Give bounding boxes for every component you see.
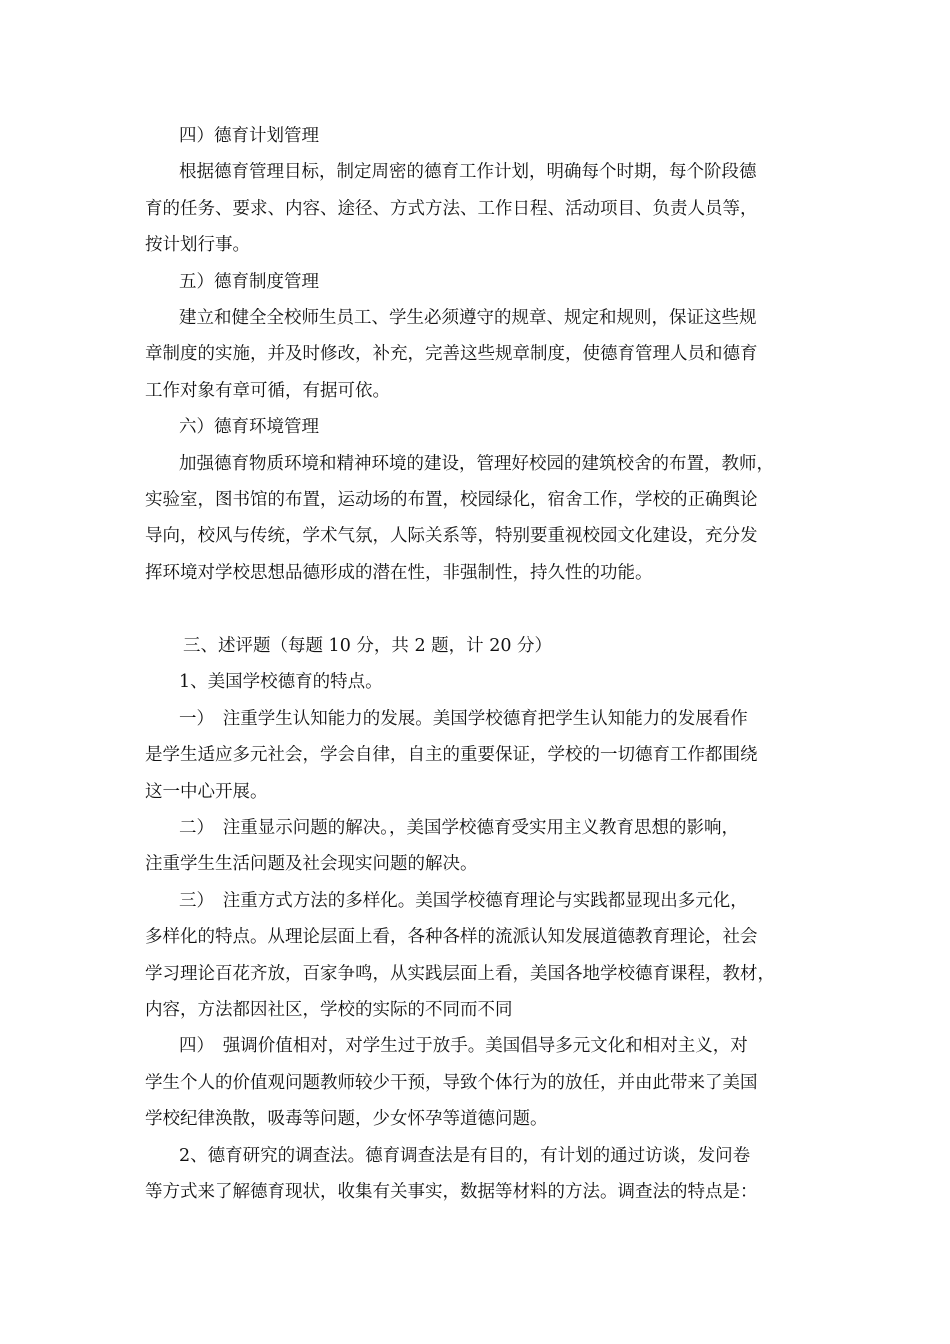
paragraph-line: 这一中心开展。 bbox=[145, 781, 268, 802]
paragraph-line: 建立和健全全校师生员工、学生必须遵守的规章、规定和规则，保证这些规 bbox=[179, 307, 757, 328]
paragraph-line: 挥环境对学校思想品德形成的潜在性，非强制性，持久性的功能。 bbox=[145, 562, 653, 583]
section-gap bbox=[145, 591, 810, 628]
paragraph-line: 按计划行事。 bbox=[145, 235, 250, 256]
paragraph-line: 导向，校风与传统，学术气氛，人际关系等，特别要重视校园文化建设，充分发 bbox=[145, 526, 758, 547]
paragraph-line: 是学生适应多元社会，学会自律，自主的重要保证，学校的一切德育工作都围绕 bbox=[145, 745, 758, 766]
paragraph-line: 注重学生生活问题及社会现实问题的解决。 bbox=[145, 854, 478, 875]
paragraph-line: 加强德育物质环境和精神环境的建设，管理好校园的建筑校舍的布置，教师， bbox=[179, 453, 774, 474]
paragraph-line: 三） 注重方式方法的多样化。美国学校德育理论与实践都显现出多元化， bbox=[179, 890, 748, 911]
paragraph-line: 育的任务、要求、内容、途径、方式方法、工作日程、活动项目、负责人员等， bbox=[145, 198, 758, 219]
paragraph-line: 等方式来了解德育现状，收集有关事实，数据等材料的方法。调查法的特点是： bbox=[145, 1181, 758, 1202]
section-heading-environment: 六）德育环境管理 bbox=[179, 417, 319, 438]
paragraph-line: 工作对象有章可循，有据可依。 bbox=[145, 380, 390, 401]
paragraph-line: 一） 注重学生认知能力的发展。美国学校德育把学生认知能力的发展看作 bbox=[179, 708, 748, 729]
paragraph-line: 二） 注重显示问题的解决。，美国学校德育受实用主义教育思想的影响， bbox=[179, 818, 739, 839]
paragraph-line: 根据德育管理目标，制定周密的德育工作计划，明确每个时期，每个阶段德 bbox=[179, 162, 757, 183]
paragraph-line: 内容，方法都因社区，学校的实际的不同而不同 bbox=[145, 999, 513, 1020]
paragraph-line: 实验室，图书馆的布置，运动场的布置，校园绿化，宿舍工作，学校的正确舆论 bbox=[145, 489, 758, 510]
section-heading-plan: 四）德育计划管理 bbox=[179, 126, 319, 146]
question-heading-2: 2、德育研究的调查法。德育调查法是有目的，有计划的通过访谈，发问卷 bbox=[179, 1145, 751, 1166]
paragraph-line: 多样化的特点。从理论层面上看，各种各样的流派认知发展道德教育理论，社会 bbox=[145, 927, 758, 948]
paragraph-line: 学习理论百花齐放，百家争鸣，从实践层面上看，美国各地学校德育课程，教材， bbox=[145, 963, 775, 984]
paragraph-line: 章制度的实施，并及时修改，补充，完善这些规章制度，使德育管理人员和德育 bbox=[145, 344, 758, 365]
paragraph-line: 学校纪律涣散，吸毒等问题，少女怀孕等道德问题。 bbox=[145, 1109, 548, 1130]
document-page bbox=[145, 118, 810, 1210]
part-heading-review: 三、述评题（每题 10 分，共 2 题，计 20 分） bbox=[183, 636, 553, 657]
question-heading-1: 1、美国学校德育的特点。 bbox=[179, 672, 383, 693]
section-heading-system: 五）德育制度管理 bbox=[179, 271, 319, 292]
paragraph-line: 四） 强调价值相对，对学生过于放手。美国倡导多元文化和相对主义，对 bbox=[179, 1036, 748, 1057]
paragraph-line: 学生个人的价值观问题教师较少干预，导致个体行为的放任，并由此带来了美国 bbox=[145, 1072, 758, 1093]
